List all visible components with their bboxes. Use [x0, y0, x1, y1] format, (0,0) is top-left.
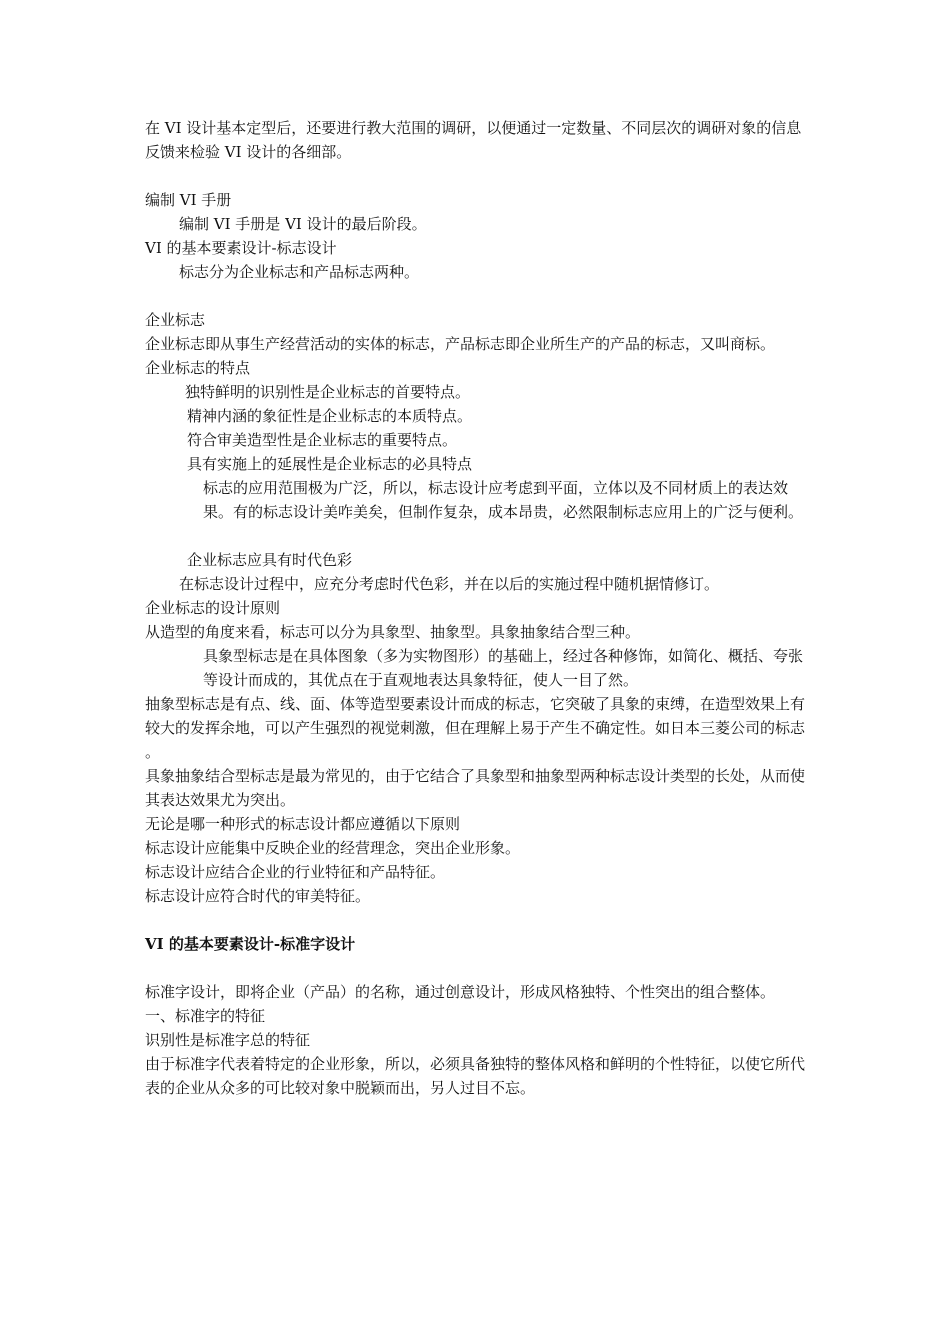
principle-item-2: 标志设计应结合企业的行业特征和产品特征。 [145, 863, 446, 881]
paragraph-corporate-logo: 企业标志即从事生产经营活动的实体的标志，产品标志即企业所生产的产品的标志，又叫商标。 [145, 335, 776, 353]
document-page [145, 116, 813, 1100]
spacer [145, 908, 813, 932]
feature-item-2: 精神内涵的象征性是企业标志的本质特点。 [187, 407, 473, 425]
heading-design-principles: 企业标志的设计原则 [145, 599, 281, 617]
paragraph-logo-application: 标志的应用范围极为广泛，所以，标志设计应考虑到平面，立体以及不同材质上的表达效果。有的标志设计美咋美矣，但制作复杂，成本昂贵，必然限制标志应用上的广泛与便利。 [203, 479, 804, 521]
paragraph-abstract-logo: 抽象型标志是有点、线、面、体等造型要素设计而成的标志，它突破了具象的束缚，在造型效果上有较大的发挥余地，可以产生强烈的视觉刺激，但在理解上易于产生不确定性。如日本三菱公司的标志 。 [145, 695, 806, 761]
heading-time-color: 企业标志应具有时代色彩 [187, 551, 353, 569]
paragraph-figurative-logo: 具象型标志是在具体图象（多为实物图形）的基础上，经过各种修饰，如简化、概括、夸张等设计而成的，其优点在于直观地表达具象特征，使人一目了然。 [203, 647, 804, 689]
spacer [145, 284, 813, 308]
paragraph-time-color: 在标志设计过程中，应充分考虑时代色彩，并在以后的实施过程中随机据情修订。 [179, 575, 720, 593]
feature-item-3: 符合审美造型性是企业标志的重要特点。 [187, 431, 458, 449]
heading-standard-font-design: VI 的基本要素设计-标准字设计 [145, 935, 356, 953]
paragraph-shape-types: 从造型的角度来看，标志可以分为具象型、抽象型。具象抽象结合型三种。 [145, 623, 641, 641]
heading-standard-font-features: 一、标准字的特征 [145, 1007, 266, 1025]
paragraph-vi-research: 在 VI 设计基本定型后，还要进行教大范围的调研，以便通过一定数量、不同层次的调研对象的信息反馈来检验 VI 设计的各细部。 [145, 119, 802, 161]
heading-logo-design: VI 的基本要素设计-标志设计 [145, 239, 337, 257]
paragraph-principles-intro: 无论是哪一种形式的标志设计都应遵循以下原则 [145, 815, 461, 833]
principle-item-1: 标志设计应能集中反映企业的经营理念，突出企业形象。 [145, 839, 521, 857]
feature-item-4: 具有实施上的延展性是企业标志的必具特点 [187, 455, 473, 473]
feature-item-1: 独特鲜明的识别性是企业标志的首要特点。 [185, 383, 471, 401]
paragraph-vi-manual: 编制 VI 手册是 VI 设计的最后阶段。 [179, 215, 427, 233]
paragraph-combined-logo: 具象抽象结合型标志是最为常见的，由于它结合了具象型和抽象型两种标志设计类型的长处，从而使其表达效果尤为突出。 [145, 767, 806, 809]
spacer [145, 524, 813, 548]
paragraph-recognizability: 识别性是标准字总的特征 [145, 1031, 311, 1049]
paragraph-logo-types: 标志分为企业标志和产品标志两种。 [179, 263, 420, 281]
heading-corporate-logo: 企业标志 [145, 311, 206, 329]
principle-item-3: 标志设计应符合时代的审美特征。 [145, 887, 371, 905]
spacer [145, 956, 813, 980]
paragraph-standard-font-definition: 标准字设计，即将企业（产品）的名称，通过创意设计，形成风格独特、个性突出的组合整体。 [145, 983, 776, 1001]
heading-vi-manual: 编制 VI 手册 [145, 191, 232, 209]
spacer [145, 164, 813, 188]
heading-logo-features: 企业标志的特点 [145, 359, 251, 377]
paragraph-standard-font-identity: 由于标准字代表着特定的企业形象，所以，必须具备独特的整体风格和鲜明的个性特征，以使它所代表的企业从众多的可比较对象中脱颖而出，另人过目不忘。 [145, 1055, 806, 1097]
